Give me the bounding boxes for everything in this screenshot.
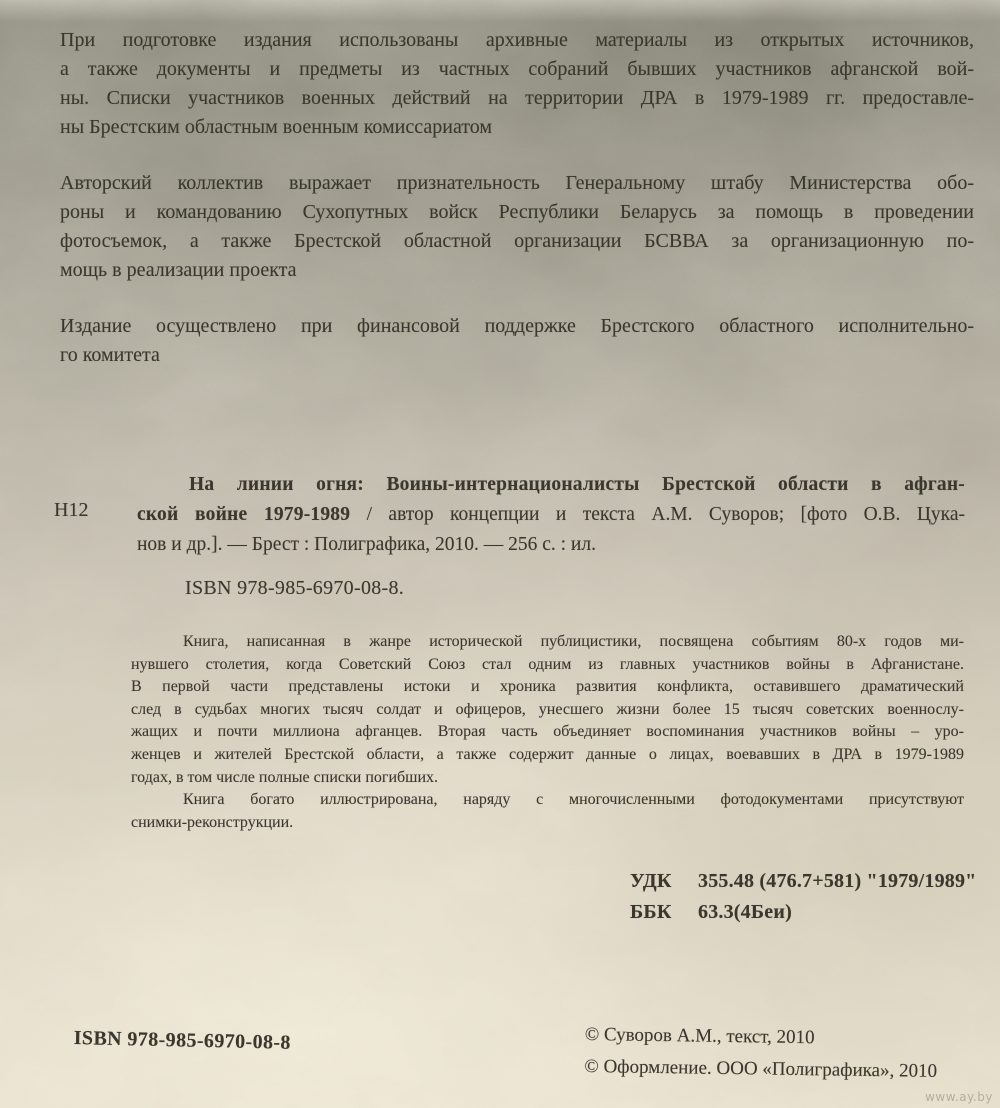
text-line xyxy=(137,500,965,530)
credits-paragraph-sources xyxy=(60,26,974,142)
text-line: нувшего столетия, когда Советский Союз стал одним из главных участников войны в Афганистане. xyxy=(131,655,964,673)
text-line: При подготовке издания использованы архивные материалы из открытых источников, xyxy=(60,29,974,51)
text-line: нов и др.]. — Брест : Полиграфика, 2010. — 256 с. : ил. xyxy=(137,534,596,555)
isbn-footer: ISBN 978-985-6970-08-8 xyxy=(73,1027,292,1054)
bibliographic-entry xyxy=(137,470,965,560)
bbk-label: ББК xyxy=(630,901,672,923)
text-line: мощь в реализации проекта xyxy=(60,259,297,281)
book-title-bold: На линии огня: Воины-интернационалисты Брестской области в афган- xyxy=(189,474,965,495)
text-line: годах, в том числе полные списки погибших. xyxy=(131,768,439,786)
credits-block xyxy=(60,26,974,397)
text-line: а также документы и предметы из частных собраний бывших участников афганской вой- xyxy=(60,58,974,80)
text-line: Книга богато иллюстрирована, наряду с многочисленными фотодокументами присутствуют xyxy=(183,791,964,809)
text-line: снимки-реконструкции. xyxy=(131,813,294,831)
text-line: го комитета xyxy=(60,344,160,366)
library-code: Н12 xyxy=(54,499,89,521)
bib-statement: / автор концепции и текста А.М. Суворов; [фото О.В. Цука- xyxy=(350,504,965,525)
bbk-row xyxy=(630,897,976,928)
book-title-bold: ской войне 1979-1989 xyxy=(137,504,351,525)
text-line: жащих и почти миллиона афганцев. Вторая часть объединяет воспоминания участников войны – уро- xyxy=(131,723,964,741)
credits-paragraph-acknowledgment xyxy=(60,169,974,285)
isbn-line: ISBN 978-985-6970-08-8. xyxy=(185,577,405,599)
classification-block xyxy=(630,866,976,928)
copyright-author-line: © Суворов А.М., текст, 2010 xyxy=(584,1023,815,1049)
copyright-design-line: © Оформление. ООО «Полиграфика», 2010 xyxy=(584,1055,938,1082)
udk-value: 355.48 (476.7+581) "1979/1989" xyxy=(698,870,977,892)
site-watermark: www.ay.by xyxy=(925,1090,993,1104)
text-line xyxy=(137,470,965,500)
text-line: ны. Списки участников военных действий на территории ДРА в 1979-1989 гг. предоставле- xyxy=(60,87,974,109)
text-line: Издание осуществлено при финансовой поддержке Брестского областного исполнительно- xyxy=(60,315,974,337)
text-line: В первой части представлены истоки и хроника развития конфликта, оставившего драматический xyxy=(131,678,964,696)
udk-row xyxy=(630,866,976,897)
text-line: след в судьбах многих тысяч солдат и офицеров, унесшего жизни более 15 тысяч советских военнослу- xyxy=(131,700,964,718)
text-line: фотосъемок, а также Брестской областной организации БСВВА за организационную по- xyxy=(60,230,974,252)
credits-paragraph-funding xyxy=(60,312,974,370)
text-line: ны Брестским областным военным комиссариатом xyxy=(60,116,493,138)
udk-label: УДК xyxy=(630,870,672,892)
text-line: женцев и жителей Брестской области, а также содержит данные о лицах, воевавших в ДРА в 1979-1989 xyxy=(131,745,964,763)
text-line: Книга, написанная в жанре исторической публицистики, посвящена событиям 80-х годов ми- xyxy=(183,633,964,650)
text-line: роны и командованию Сухопутных войск Республики Беларусь за помощь в проведении xyxy=(60,201,974,223)
bbk-value: 63.3(4Беи) xyxy=(698,901,792,923)
text-line: Авторский коллектив выражает признательность Генеральному штабу Министерства обо- xyxy=(60,172,974,194)
copyright-block xyxy=(584,1019,938,1088)
annotation-block xyxy=(131,631,964,834)
